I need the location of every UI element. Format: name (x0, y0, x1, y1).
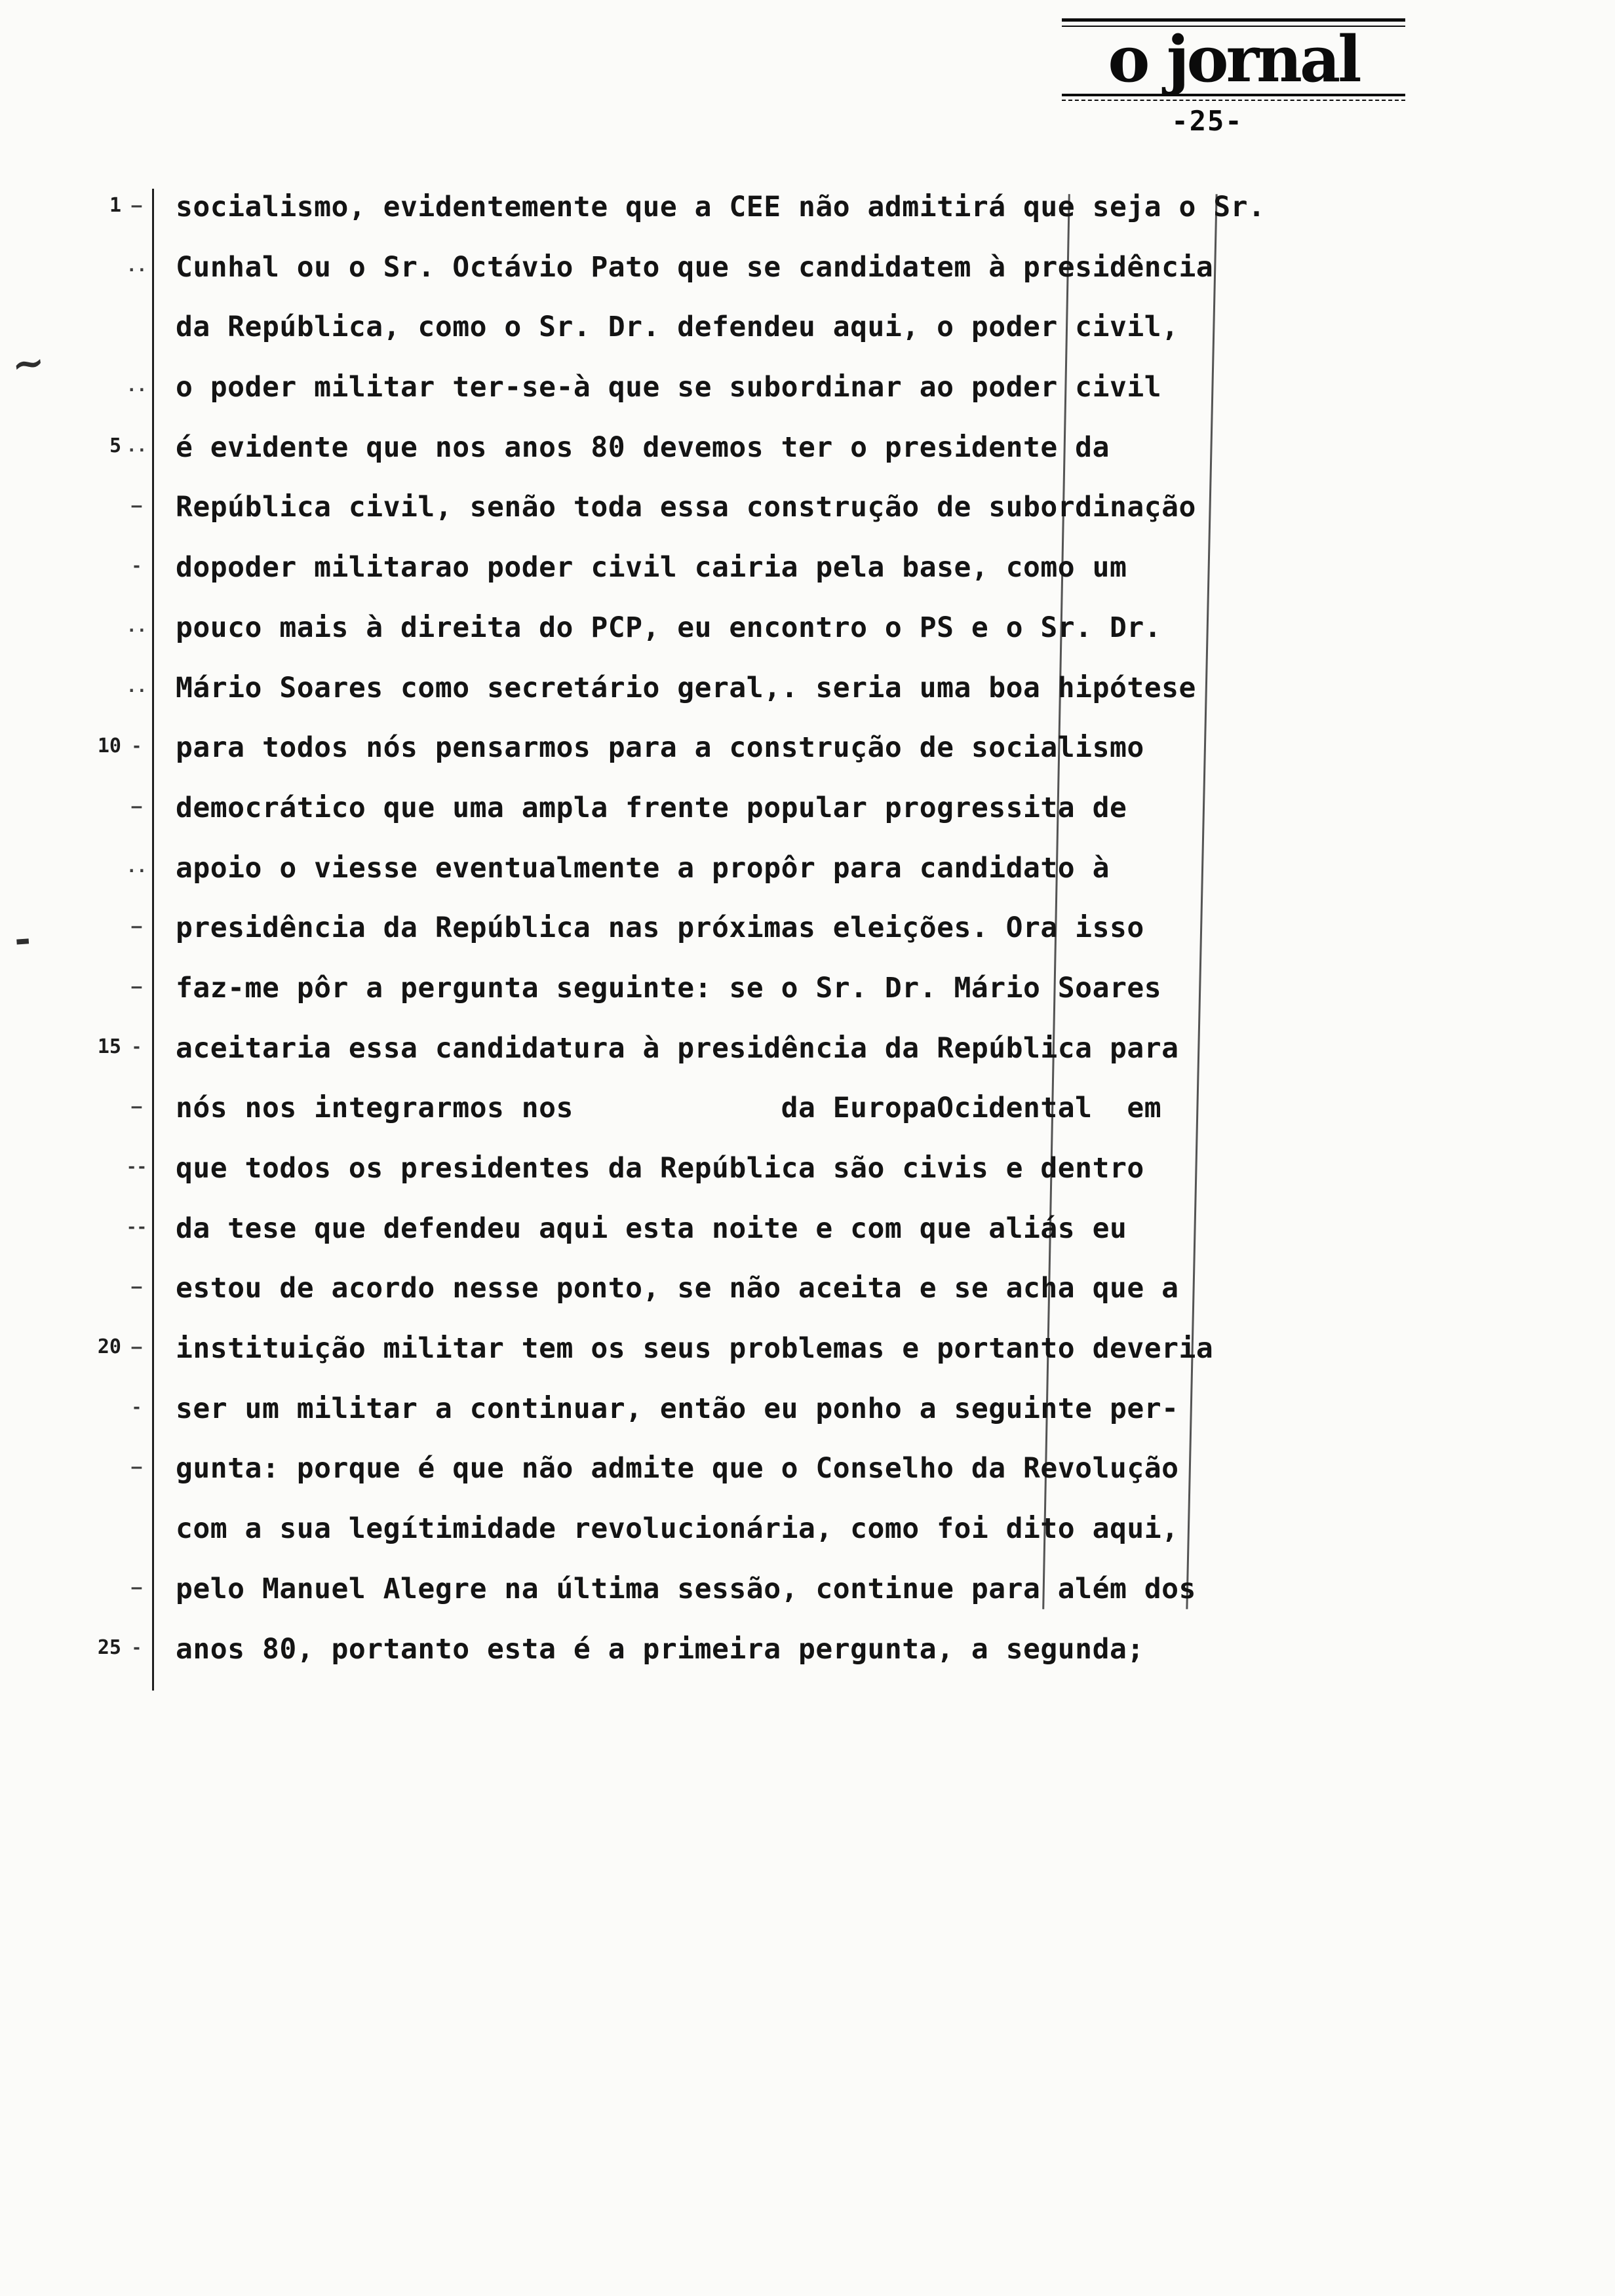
line-text: anos 80, portanto esta é a primeira pergunta, a segunda; (152, 1631, 1390, 1691)
line-marker: - (131, 737, 142, 757)
line-number: 25 (97, 1636, 121, 1659)
line-marker: - (131, 556, 142, 577)
line-text: que todos os presidentes da República são civis e dentro (152, 1150, 1390, 1210)
text-line (0, 1210, 1390, 1271)
line-text: pouco mais à direita do PCP, eu encontro o PS e o Sr. Dr. (152, 609, 1390, 670)
line-text: democrático que uma ampla frente popular progressita de (152, 790, 1390, 850)
line-marker: -- (126, 1157, 147, 1177)
text-line (0, 1030, 1390, 1090)
text-line (0, 549, 1390, 609)
text-line (0, 369, 1390, 429)
text-line (0, 309, 1390, 369)
text-line (0, 489, 1390, 549)
text-line (0, 970, 1390, 1030)
line-marker: – (131, 1277, 142, 1297)
text-line (0, 609, 1390, 670)
text-line (0, 1631, 1390, 1691)
line-text: aceitaria essa candidatura à presidência da República para (152, 1030, 1390, 1090)
line-number: 10 (97, 735, 121, 758)
line-text: da República, como o Sr. Dr. defendeu aqui, o poder civil, (152, 309, 1390, 369)
text-body (0, 189, 1390, 1691)
line-marker: .. (126, 376, 147, 396)
line-marker: - (131, 1037, 142, 1057)
line-text: é evidente que nos anos 80 devemos ter o presidente da (152, 429, 1390, 489)
line-text: pelo Manuel Alegre na última sessão, continue para além dos (152, 1571, 1390, 1631)
line-marker: – (131, 796, 142, 816)
line-marker: – (131, 1097, 142, 1117)
line-text: gunta: porque é que não admite que o Conselho da Revolução (152, 1450, 1390, 1510)
line-marker: .. (126, 436, 147, 456)
line-marker: - (131, 1397, 142, 1417)
line-marker: – (131, 917, 142, 937)
line-text: nós nos integrarmos nos da EuropaOcidental em (152, 1090, 1390, 1150)
text-line (0, 429, 1390, 489)
line-number: 5 (109, 434, 121, 457)
line-text: com a sua legítimidade revolucionária, como foi dito aqui, (152, 1510, 1390, 1571)
page-number: -25- (1171, 105, 1243, 137)
text-line (0, 249, 1390, 309)
line-number: 1 (109, 194, 121, 217)
handwritten-mark-1: ~ (9, 338, 48, 389)
line-marker: - (131, 1637, 142, 1658)
line-marker: — (131, 1337, 142, 1358)
line-marker: – (131, 496, 142, 516)
text-line (0, 850, 1390, 910)
text-line (0, 729, 1390, 790)
line-text: socialismo, evidentemente que a CEE não admitirá que seja o Sr. (152, 189, 1390, 249)
masthead (1062, 18, 1405, 137)
line-text: ser um militar a continuar, então eu ponho a seguinte per- (152, 1390, 1390, 1451)
line-text: apoio o viesse eventualmente a propôr para candidato à (152, 850, 1390, 910)
line-marker: .. (126, 256, 147, 276)
text-line (0, 1270, 1390, 1330)
text-line (0, 1330, 1390, 1390)
line-text: Cunhal ou o Sr. Octávio Pato que se candidatem à presidência (152, 249, 1390, 309)
line-marker: .. (126, 616, 147, 636)
handwritten-mark-2: - (12, 915, 33, 963)
text-line (0, 1450, 1390, 1510)
text-line (0, 1390, 1390, 1451)
text-line (0, 670, 1390, 730)
text-line (0, 909, 1390, 970)
line-text: dopoder militarao poder civil cairia pela base, como um (152, 549, 1390, 609)
text-line (0, 1571, 1390, 1631)
line-text: instituição militar tem os seus problemas e portanto deveria (152, 1330, 1390, 1390)
line-text: presidência da República nas próximas eleições. Ora isso (152, 909, 1390, 970)
line-marker: .. (126, 676, 147, 697)
text-line (0, 189, 1390, 249)
line-text: para todos nós pensarmos para a construção de socialismo (152, 729, 1390, 790)
text-line (0, 790, 1390, 850)
line-text: da tese que defendeu aqui esta noite e com que aliás eu (152, 1210, 1390, 1271)
text-line (0, 1090, 1390, 1150)
line-marker: – (131, 1577, 142, 1598)
line-marker: .. (126, 856, 147, 877)
line-marker: -- (126, 1217, 147, 1237)
line-text: o poder militar ter-se-à que se subordinar ao poder civil (152, 369, 1390, 429)
text-line (0, 1510, 1390, 1571)
line-number: 15 (97, 1035, 121, 1058)
text-line (0, 1150, 1390, 1210)
line-text: República civil, senão toda essa construção de subordinação (152, 489, 1390, 549)
line-text: faz-me pôr a pergunta seguinte: se o Sr. Dr. Mário Soares (152, 970, 1390, 1030)
line-marker: – (131, 976, 142, 997)
line-marker: – (131, 196, 142, 216)
line-number: 20 (97, 1335, 121, 1359)
newspaper-logo: o jornal (1108, 22, 1359, 96)
line-text: estou de acordo nesse ponto, se não aceita e se acha que a (152, 1270, 1390, 1330)
line-marker: – (131, 1457, 142, 1478)
line-text: Mário Soares como secretário geral,. seria uma boa hipótese (152, 670, 1390, 730)
